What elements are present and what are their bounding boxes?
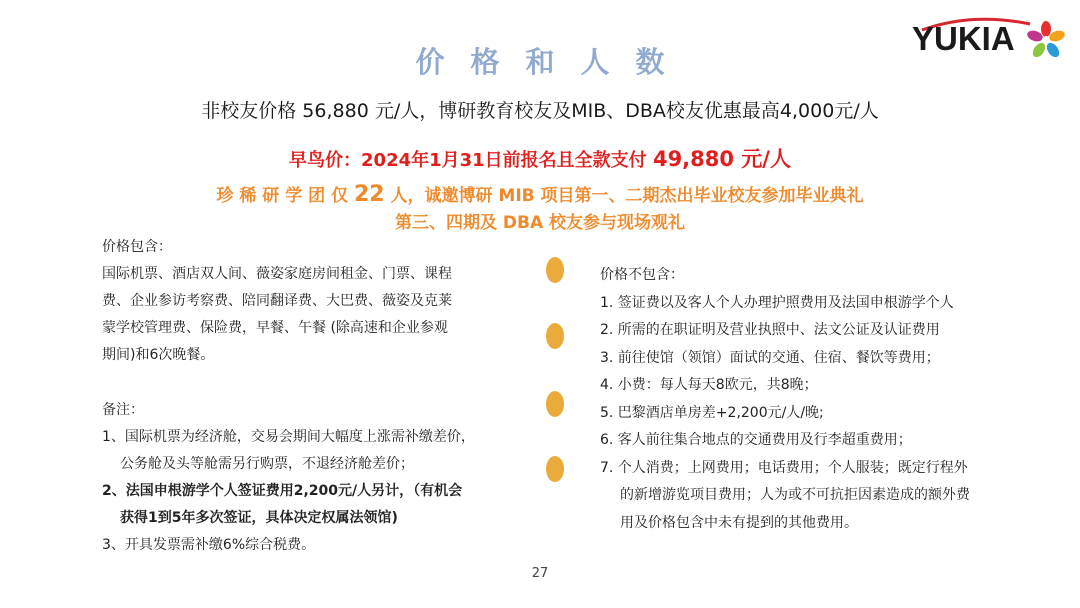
excludes-heading: 价格不包含：: [600, 267, 684, 283]
excludes-item: 5. 巴黎酒店单房差+2,200元/人/晚;: [600, 404, 824, 421]
excludes-item: 2. 所需的在职证明及营业执照中、法文公证及认证费用: [600, 322, 940, 338]
excludes-item-7: 7. 个人消费；上网费用；电话费用；个人服装；既定行程外: [600, 459, 968, 476]
note-item-2-cont: 获得1到5年多次签证，具体决定权属法领馆): [120, 510, 398, 526]
group-size-line-2: 第三、四期及 DBA 校友参与现场观礼: [394, 213, 686, 233]
timeline-dot: [546, 456, 564, 482]
includes-line: 国际机票、酒店双人间、薇姿家庭房间租金、门票、课程: [102, 266, 452, 282]
excludes-item: 6. 客人前往集合地点的交通费用及行李超重费用；: [600, 432, 912, 448]
excludes-item: 3. 前往使馆（领馆）面试的交通、住宿、餐饮等费用；: [600, 349, 940, 366]
note-item-2: 2、法国申根游学个人签证费用2,200元/人另计，（有机会: [102, 483, 463, 499]
early-bird-price: 49,880 元/人: [652, 147, 791, 171]
note-item-1-cont: 公务舱及头等舱需另行购票，不退经济舱差价；: [120, 456, 414, 472]
note-item-1: 1、国际机票为经济舱，交易会期间大幅度上涨需补缴差价，: [102, 429, 475, 445]
group-size-line-1: [0, 181, 1080, 210]
includes-and-notes: [102, 234, 538, 559]
includes-heading: 价格包含：: [102, 239, 172, 255]
excludes-item-7-cont: 用及价格包含中未有提到的其他费用。: [620, 514, 858, 531]
timeline-dot: [546, 391, 564, 417]
excludes-item-7-cont: 的新增游览项目费用；人为或不可抗拒因素造成的额外费: [620, 487, 970, 503]
early-bird-price-line: [0, 143, 1080, 173]
regular-price-line: 非校友价格 56,880 元/人，博研教育校友及MIB、DBA校友优惠最高4,000元/人: [201, 100, 879, 122]
logo-text: YUKIA: [912, 20, 1015, 57]
group-size-number: 22: [353, 182, 385, 207]
early-bird-label: 早鸟价：2024年1月31日前报名且全款支付: [289, 150, 653, 171]
timeline-dot: [546, 323, 564, 349]
includes-line: 费、企业参访考察费、陪同翻译费、大巴费、薇姿及克莱: [102, 293, 452, 309]
excludes-item: 4. 小费：每人每天8欧元，共8晚；: [600, 377, 818, 393]
includes-line: 期间)和6次晚餐。: [102, 347, 215, 363]
page-number: 27: [531, 566, 549, 581]
excludes-list: [600, 262, 1020, 537]
excludes-item: 1. 签证费以及客人个人办理护照费用及法国申根游学个人: [600, 294, 954, 311]
timeline-dot: [546, 257, 564, 283]
notes-heading: 备注：: [102, 402, 144, 418]
note-item-3: 3、开具发票需补缴6%综合税费。: [102, 537, 316, 553]
group-size-text-a: 珍 稀 研 学 团 仅: [216, 186, 354, 206]
page-title: 价格和人数: [415, 45, 691, 79]
group-size-note: [0, 181, 1080, 237]
group-size-text-b: 人，诚邀博研 MIB 项目第一、二期杰出毕业校友参加毕业典礼: [384, 186, 864, 206]
includes-line: 蒙学校管理费、保险费，早餐、午餐 (除高速和企业参观: [102, 320, 448, 336]
